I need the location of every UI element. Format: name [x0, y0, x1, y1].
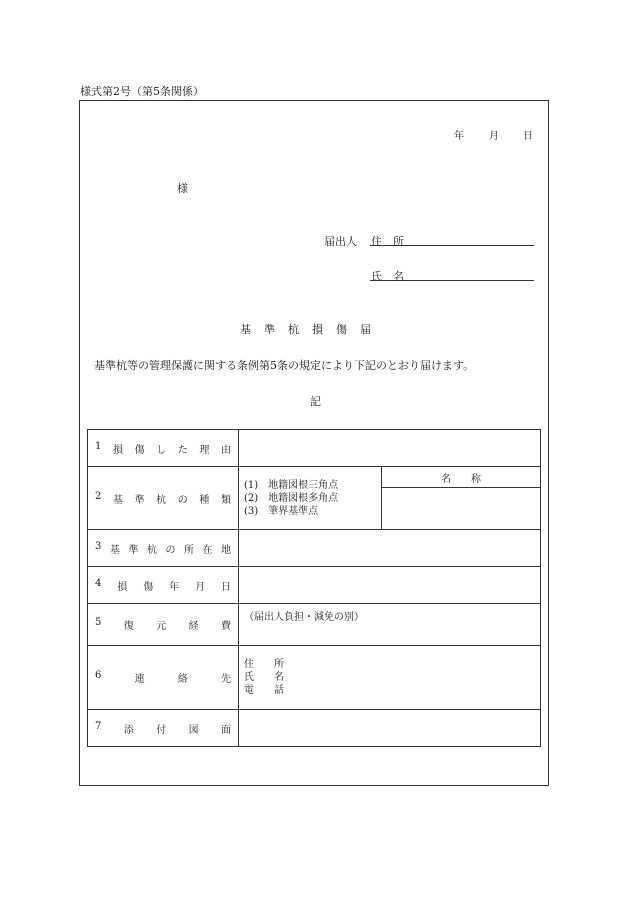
row-label: 7 添 付 図 面	[88, 710, 239, 747]
applicant-name-line[interactable]	[370, 280, 534, 281]
title-char: 基	[240, 323, 251, 336]
contact-phone-label: 電 話	[244, 685, 284, 696]
table-row	[88, 710, 541, 747]
attached-drawings-field[interactable]	[239, 710, 541, 747]
row-label: 1 損 傷 し た 理 由	[88, 430, 239, 467]
option-traverse[interactable]: (2) 地籍図根多角点	[244, 492, 339, 504]
table-row	[88, 646, 541, 710]
row-label: 4 損 傷 年 月 日	[88, 567, 239, 604]
stake-type-options[interactable]	[239, 467, 382, 530]
title-char: 損	[312, 323, 323, 336]
date-day-label: 日	[523, 131, 533, 142]
applicant-address-label: 住 所	[371, 235, 404, 248]
row-label: 6 連 絡 先	[88, 646, 239, 710]
stake-name-field[interactable]	[382, 488, 541, 530]
damage-reason-field[interactable]	[239, 430, 541, 467]
notifier-label: 届出人	[324, 235, 357, 248]
report-table	[87, 429, 541, 747]
cost-note: （届出人負担・減免の別）	[244, 612, 364, 623]
row-label: 5 復 元 経 費	[88, 604, 239, 646]
restoration-cost-field[interactable]	[239, 604, 541, 646]
applicant-address-line[interactable]	[370, 245, 534, 246]
document-title	[240, 321, 371, 337]
table-row	[88, 604, 541, 646]
contact-name-label: 氏 名	[244, 672, 284, 683]
addressee-suffix: 様	[177, 182, 188, 195]
title-char: 杭	[288, 323, 299, 336]
title-char: 届	[360, 323, 371, 336]
damage-date-field[interactable]	[239, 567, 541, 604]
intro-text: 基準杭等の管理保護に関する条例第5条の規定により下記のとおり届けます。	[94, 359, 475, 372]
contact-address-label: 住 所	[244, 659, 284, 670]
location-field[interactable]	[239, 530, 541, 567]
option-boundary[interactable]: (3) 筆界基準点	[244, 505, 319, 517]
row-label: 2 基 準 杭 の 種 類	[88, 467, 239, 530]
name-header: 名 称	[382, 467, 541, 488]
ki-label: 記	[310, 395, 321, 408]
title-char: 傷	[336, 323, 347, 336]
row-label: 3 基 準 杭 の 所 在 地	[88, 530, 239, 567]
applicant-name-label: 氏 名	[371, 270, 404, 283]
table-row	[88, 467, 541, 488]
contact-field[interactable]	[239, 646, 541, 710]
title-char: 準	[264, 323, 275, 336]
table-row	[88, 567, 541, 604]
form-number: 様式第2号（第5条関係）	[80, 85, 204, 98]
table-row	[88, 430, 541, 467]
date-month-label: 月	[489, 131, 499, 142]
date-year-label: 年	[454, 131, 464, 142]
option-triangulation[interactable]: (1) 地籍図根三角点	[244, 479, 339, 491]
table-row	[88, 530, 541, 567]
